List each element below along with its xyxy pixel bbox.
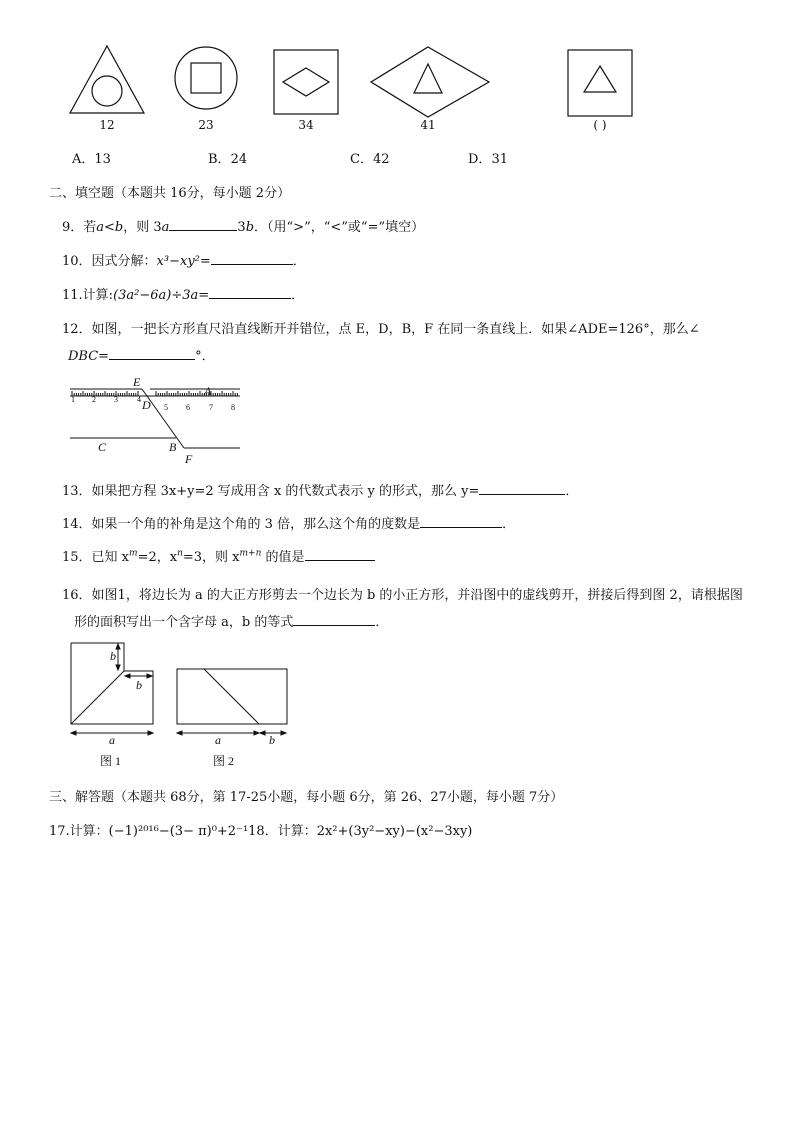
label-a: a: [109, 733, 115, 747]
ruler-figure: [64, 374, 254, 466]
point-label-c: C: [98, 440, 107, 454]
square-cut-figures: [64, 638, 304, 770]
square-with-diamond: [274, 50, 338, 114]
section-heading: 三、解答题（本题共 68分，第 17-25小题，每小题 6分，第 26、27小题，每小题 7分）: [49, 790, 564, 805]
answer-blank[interactable]: [293, 613, 375, 626]
label-b: b: [136, 678, 142, 692]
answer-blank[interactable]: [420, 515, 502, 528]
point-label-e: E: [133, 375, 141, 389]
shape-caption: 12: [99, 118, 115, 132]
ruler-number: 8: [231, 403, 235, 412]
shape-caption: 34: [298, 118, 314, 132]
answer-blank[interactable]: [109, 347, 195, 360]
option-a[interactable]: A．13: [72, 152, 111, 167]
square-with-triangle: [568, 50, 632, 116]
answer-blank[interactable]: [479, 482, 565, 495]
label-a: a: [215, 733, 221, 747]
answer-blank[interactable]: [209, 286, 291, 299]
question-16-line2: 形的面积写出一个含字母 a，b 的等式 ．: [74, 615, 389, 630]
question-17: 17.计算：(−1)²⁰¹⁶−(3− π)⁰+2⁻¹18．计算：2x²+(3y²−xy)−(x²−3xy): [49, 824, 473, 839]
figure-1-caption: 图 1: [100, 754, 122, 768]
question-11: 11.计算:(3a²−6a)÷3a= ．: [62, 288, 305, 303]
option-d[interactable]: D．31: [468, 152, 508, 167]
option-c[interactable]: C．42: [350, 152, 390, 167]
diamond-with-triangle: [371, 47, 489, 117]
question-15: 15．已知 $x^m=2$，$x^n=3$，则 $x^{m+n}$ 的值是: [62, 546, 375, 565]
ruler-number: 2: [92, 395, 96, 404]
shape-sequence-figure: [60, 40, 660, 130]
question-16-line1: 16．如图1，将边长为 a 的大正方形剪去一个边长为 b 的小正方形，并沿图中的虚线剪开，拼接后得到图 2，请根据图: [62, 588, 743, 603]
label-b: b: [269, 733, 275, 747]
answer-blank[interactable]: [211, 252, 293, 265]
answer-blank[interactable]: [169, 218, 237, 231]
ruler-number: 3: [114, 395, 118, 404]
question-10: 10．因式分解：x³−xy²= ．: [62, 254, 306, 269]
ruler-number: 6: [186, 403, 190, 412]
shape-caption: ( ): [593, 118, 607, 132]
point-label-b: B: [169, 440, 177, 454]
triangle-with-circle: [70, 46, 144, 113]
ruler-number: 1: [71, 395, 75, 404]
shape-caption: 23: [198, 118, 214, 132]
label-b: b: [110, 649, 116, 663]
question-14: 14．如果一个角的补角是这个角的 3 倍，那么这个角的度数是 ．: [62, 517, 516, 532]
question-12-line2: DBC= °．: [68, 349, 215, 364]
figure-2-caption: 图 2: [213, 754, 235, 768]
point-label-f: F: [185, 452, 193, 466]
point-label-a: A: [204, 384, 212, 398]
shape-caption: 41: [420, 118, 436, 132]
ruler-number: 4: [137, 395, 141, 404]
ruler-number: 5: [164, 403, 168, 412]
question-12-line1: 12．如图，一把长方形直尺沿直线断开并错位，点 E，D，B，F 在同一条直线上．如果∠ADE=126°，那么∠: [62, 322, 700, 337]
circle-with-square: [175, 47, 237, 109]
question-9: 9．若a<b，则 3a 3b．（用“>”，“<”或“=”填空）: [62, 220, 425, 235]
point-label-d: D: [142, 398, 151, 412]
question-13: 13．如果把方程 3x+y=2 写成用含 x 的代数式表示 y 的形式，那么 y= ．: [62, 484, 579, 499]
ruler-number: 7: [209, 403, 213, 412]
option-b[interactable]: B．24: [208, 152, 248, 167]
answer-blank[interactable]: [305, 548, 375, 561]
section-heading: 二、填空题（本题共 16分，每小题 2分）: [49, 186, 291, 201]
